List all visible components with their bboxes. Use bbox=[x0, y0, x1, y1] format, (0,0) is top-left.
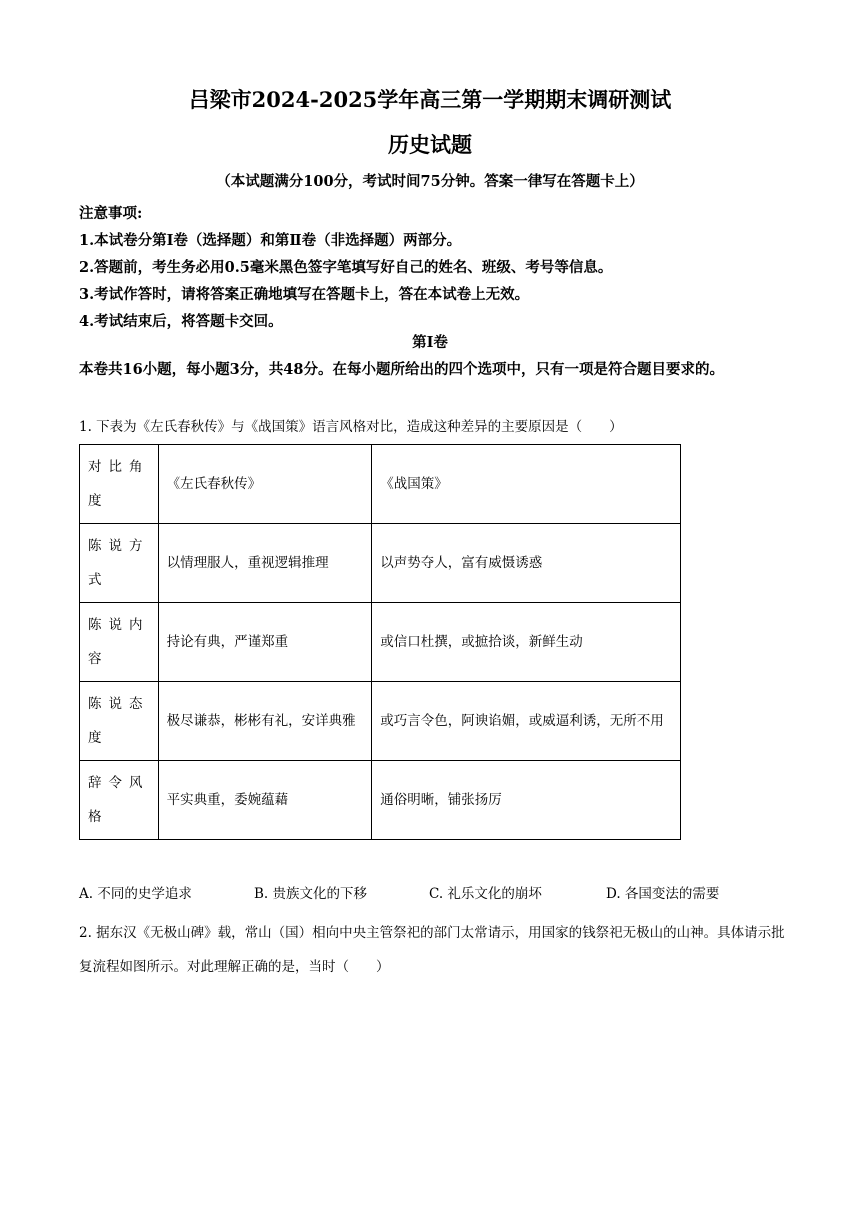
note-item: 1.本试卷分第Ⅰ卷（选择题）和第Ⅱ卷（非选择题）两部分。 bbox=[79, 232, 462, 249]
notes-block bbox=[79, 200, 799, 335]
comparison-table bbox=[79, 444, 681, 840]
section-heading: 第Ⅰ卷 bbox=[412, 334, 448, 351]
table-cell: 辞令风格 bbox=[80, 761, 159, 840]
table-cell: 平实典重，委婉蕴藉 bbox=[158, 761, 372, 840]
table-cell: 通俗明晰，铺张扬厉 bbox=[372, 761, 681, 840]
option-c: C. 礼乐文化的崩坏 bbox=[429, 886, 542, 902]
exam-title: 吕梁市2024-2025学年高三第一学期期末调研测试 bbox=[188, 87, 672, 112]
table-cell: 持论有典，严谨郑重 bbox=[158, 603, 372, 682]
option-a: A. 不同的史学追求 bbox=[79, 886, 192, 902]
notes-heading: 注意事项: bbox=[79, 205, 143, 222]
question-1-stem: 1. 下表为《左氏春秋传》与《战国策》语言风格对比，造成这种差异的主要原因是（ ） bbox=[79, 419, 623, 435]
table-cell: 陈说内容 bbox=[80, 603, 159, 682]
section-intro: 本卷共16小题，每小题3分，共48分。在每小题所给出的四个选项中，只有一项是符合题目要求的。 bbox=[79, 361, 724, 378]
question-1-options bbox=[79, 884, 799, 904]
table-row bbox=[80, 524, 681, 603]
option-b: B. 贵族文化的下移 bbox=[254, 886, 368, 902]
table-cell: 或信口杜撰，或摭拾谈，新鲜生动 bbox=[372, 603, 681, 682]
exam-subtitle: （本试题满分100分，考试时间75分钟。答案一律写在答题卡上） bbox=[216, 173, 644, 190]
table-cell: 陈说态度 bbox=[80, 682, 159, 761]
table-cell: 《左氏春秋传》 bbox=[158, 445, 372, 524]
table-cell: 对比角度 bbox=[80, 445, 159, 524]
table-row bbox=[80, 603, 681, 682]
table-cell: 以情理服人，重视逻辑推理 bbox=[158, 524, 372, 603]
table-row bbox=[80, 682, 681, 761]
table-cell: 以声势夺人，富有威慑诱惑 bbox=[372, 524, 681, 603]
table-cell: 极尽谦恭，彬彬有礼，安详典雅 bbox=[158, 682, 372, 761]
table-row bbox=[80, 761, 681, 840]
option-d: D. 各国变法的需要 bbox=[606, 886, 720, 902]
subject-title: 历史试题 bbox=[388, 132, 472, 157]
table-cell: 《战国策》 bbox=[372, 445, 681, 524]
question-2-stem: 2. 据东汉《无极山碑》载，常山（国）相向中央主管祭祀的部门太常请示，用国家的钱祭祀无极山的山神。具体请示批复流程如图所示。对此理解正确的是，当时（ ） bbox=[79, 925, 785, 975]
table-cell: 陈说方式 bbox=[80, 524, 159, 603]
note-item: 3.考试作答时，请将答案正确地填写在答题卡上，答在本试卷上无效。 bbox=[79, 286, 530, 303]
table-header-row bbox=[80, 445, 681, 524]
note-item: 4.考试结束后，将答题卡交回。 bbox=[79, 313, 283, 330]
note-item: 2.答题前，考生务必用0.5毫米黑色签字笔填写好自己的姓名、班级、考号等信息。 bbox=[79, 259, 613, 276]
table-cell: 或巧言令色，阿谀谄媚，或威逼利诱，无所不用 bbox=[372, 682, 681, 761]
